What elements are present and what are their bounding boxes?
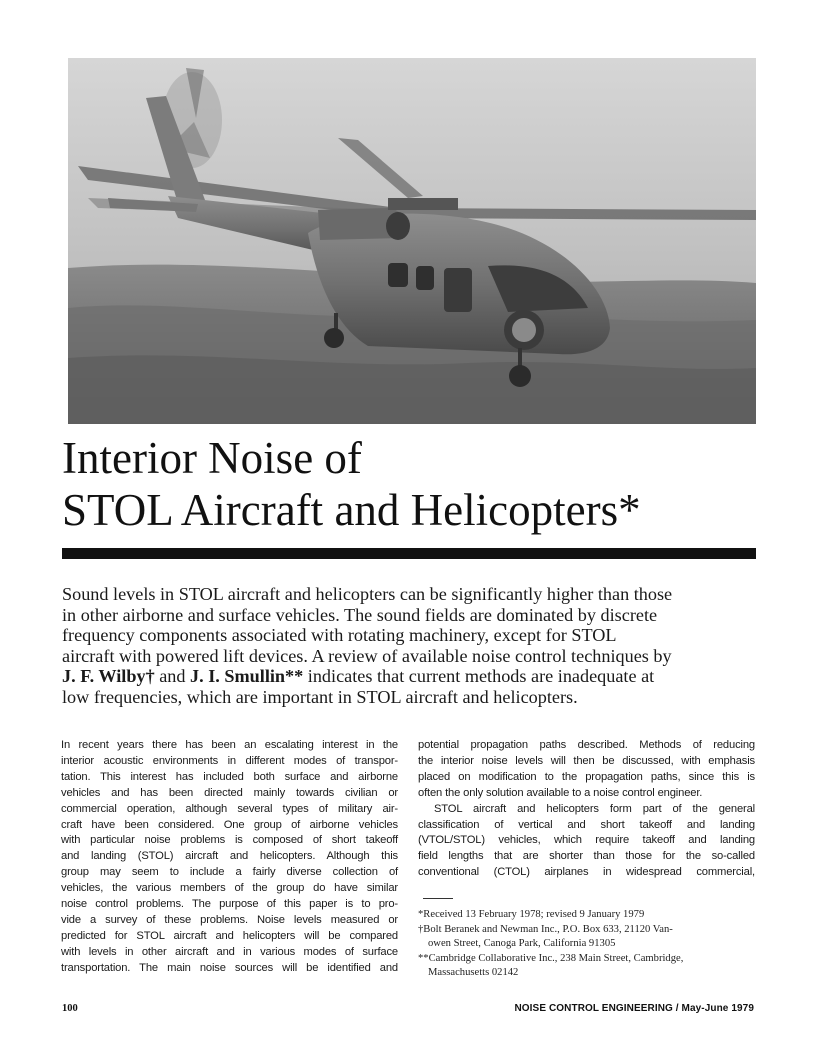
abstract-line-1: Sound levels in STOL aircraft and helicopters can be significantly higher than those: [62, 584, 673, 604]
body-line: craft have been considered. One group of airborne vehicles: [61, 818, 398, 831]
footnote-rule: [423, 898, 453, 899]
body-line: the interior noise levels will then be discussed, with emphasis: [418, 754, 755, 767]
abstract: [62, 584, 762, 707]
helicopter-photo: [68, 58, 756, 424]
body-line: group may seem to include a fairly diverse collection of: [61, 866, 398, 879]
body-line: placed on modification to the propagation paths, since this is: [418, 770, 755, 783]
body-line: conventional (CTOL) airplanes in widespread commercial,: [418, 866, 755, 879]
body-line: often the only solution available to a noise control engineer.: [418, 786, 703, 799]
footnotes: [418, 908, 758, 981]
page-number: 100: [62, 1003, 78, 1014]
footnote-cambridge-cont: Massachusetts 02142: [428, 967, 519, 978]
abstract-line-3: frequency components associated with rotating machinery, except for STOL: [62, 625, 617, 645]
body-line: (VTOL/STOL) vehicles, which require takeoff and landing: [418, 834, 755, 847]
body-line: predicted for STOL aircraft and helicopters will be compared: [61, 929, 398, 942]
abstract-line-5-rest: indicates that current methods are inadequate at: [303, 666, 655, 686]
body-line: tation. This interest has included both surface and airborne: [61, 770, 398, 783]
abstract-line-4: aircraft with powered lift devices. A review of available noise control techniques by: [62, 645, 672, 666]
body-line: transportation. The main noise sources will be identified and: [61, 961, 398, 974]
article-title: [62, 432, 762, 536]
author-conjunction: and: [154, 666, 191, 686]
body-line: commercial operation, although several types of military air-: [61, 802, 398, 815]
footnote-bbn-cont: owen Street, Canoga Park, California 91305: [428, 938, 616, 949]
body-line: noise control problems. The purpose of this paper is to pro-: [61, 898, 398, 911]
body-line: vehicles, the various members of the group do have similar: [61, 882, 398, 895]
footnote-bbn: †Bolt Beranek and Newman Inc., P.O. Box 633, 21120 Van-: [418, 923, 673, 935]
abstract-line-5: [62, 666, 762, 687]
body-column-left: [61, 738, 398, 977]
body-line: field lengths that are shorter than those for the so-called: [418, 850, 755, 863]
body-column-right: [418, 738, 755, 881]
body-line: potential propagation paths described. Methods of reducing: [418, 739, 755, 751]
author-wilby: J. F. Wilby†: [62, 666, 155, 686]
author-smullin: J. I. Smullin**: [190, 666, 304, 686]
journal-footer: NOISE CONTROL ENGINEERING / May-June 1979: [514, 1003, 754, 1014]
body-line: with levels in other aircraft and in various modes of surface: [61, 945, 398, 958]
body-line: vide a survey of these problems. Noise levels measured or: [61, 913, 398, 926]
footnote-cambridge: **Cambridge Collaborative Inc., 238 Main Street, Cambridge,: [418, 952, 684, 964]
abstract-line-2: in other airborne and surface vehicles. The sound fields are dominated by discrete: [62, 604, 658, 625]
body-line: vehicles and has been directed mainly towards civilian or: [61, 786, 398, 799]
helicopter-illustration: [68, 58, 756, 424]
body-line: STOL aircraft and helicopters form part of the general: [434, 802, 755, 815]
title-line-1: Interior Noise of: [62, 433, 362, 483]
body-line: interior acoustic environments in different modes of transpor-: [61, 754, 398, 767]
body-line: with particular noise problems is composed of short takeoff: [61, 834, 398, 847]
body-line: and landing (STOL) aircraft and helicopters. Although this: [61, 850, 398, 863]
footnote-received: *Received 13 February 1978; revised 9 January 1979: [418, 909, 645, 920]
title-rule: [62, 548, 756, 559]
body-line: In recent years there has been an escalating interest in the: [61, 739, 398, 751]
title-line-2: STOL Aircraft and Helicopters*: [62, 485, 641, 535]
body-line: classification of vertical and short takeoff and landing: [418, 818, 755, 831]
abstract-line-6: low frequencies, which are important in STOL aircraft and helicopters.: [62, 686, 578, 707]
